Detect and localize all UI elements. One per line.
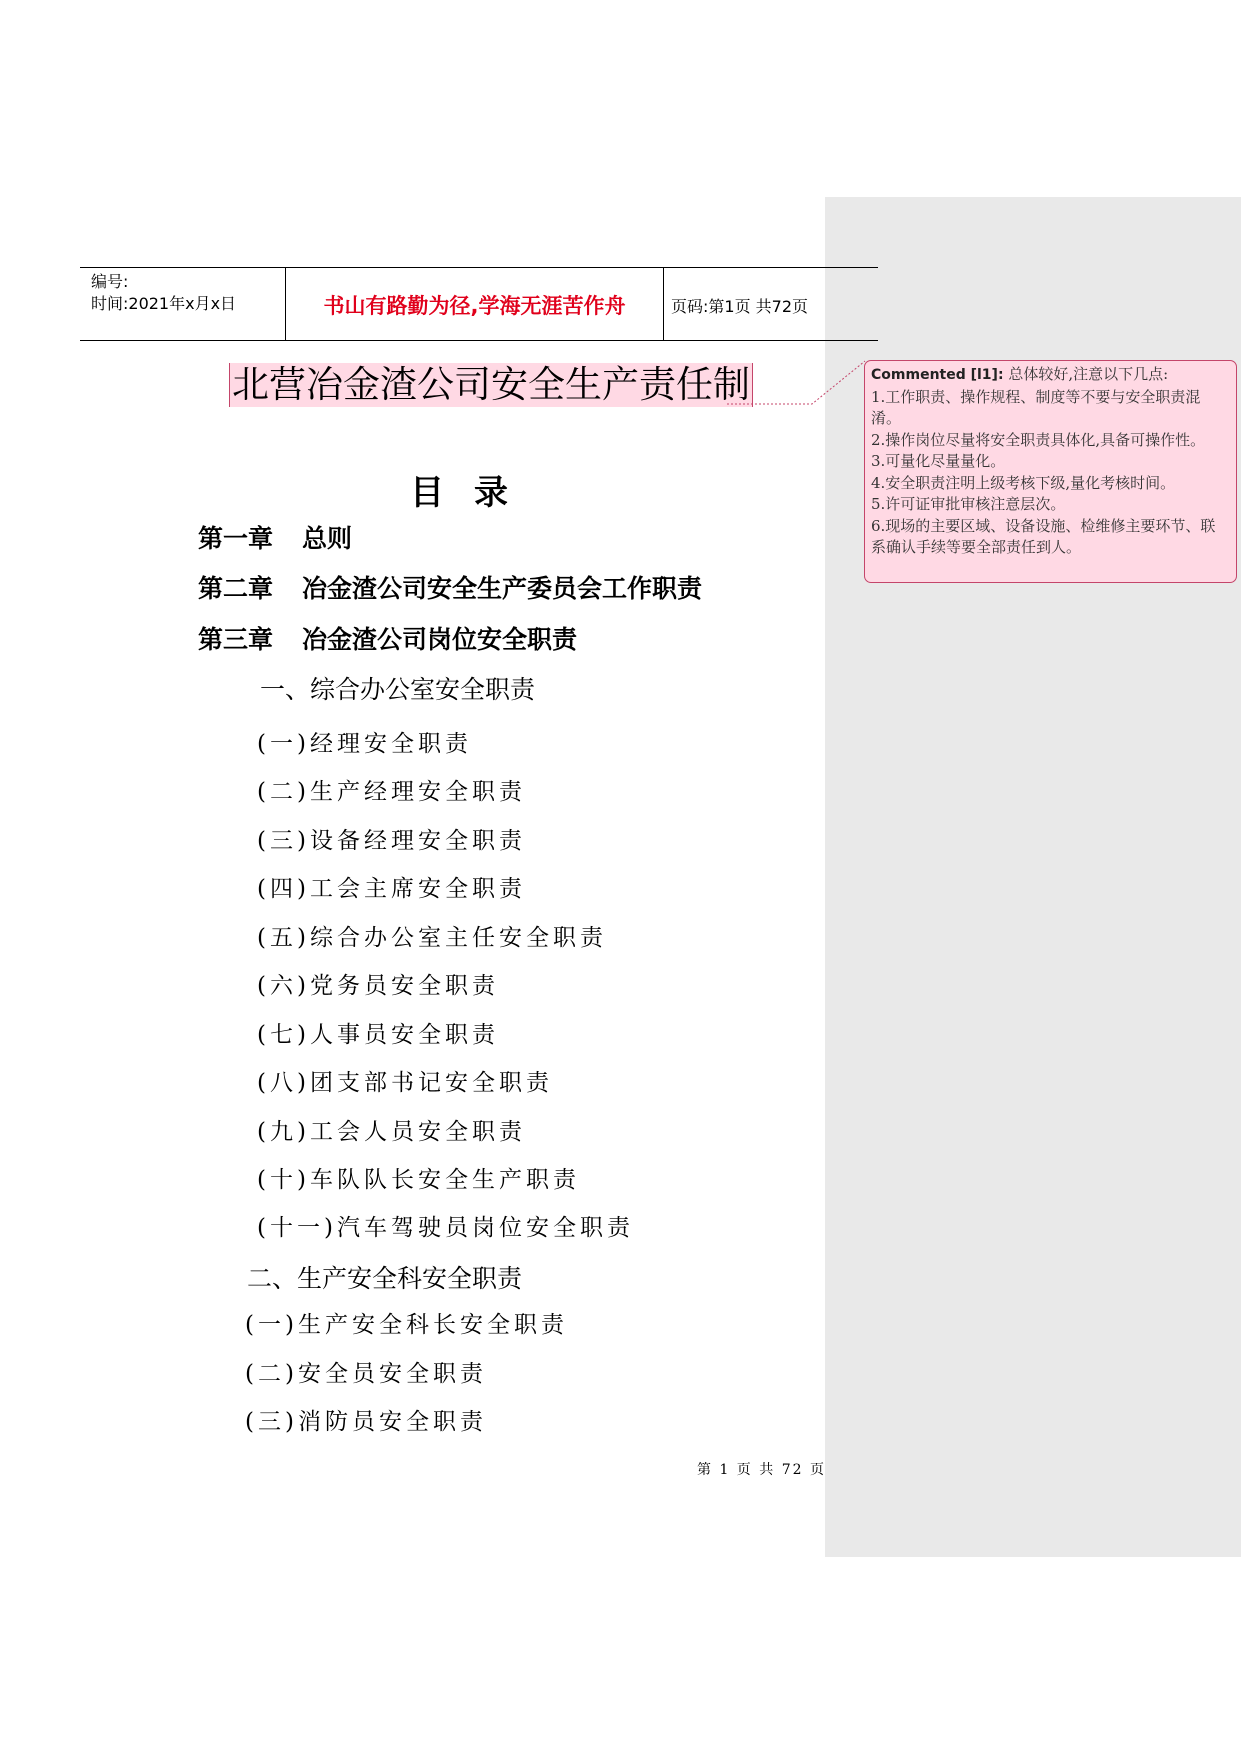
toc-item[interactable]: (二)生产经理安全职责 bbox=[257, 779, 526, 805]
document-number-label: 编号: bbox=[91, 272, 129, 291]
toc-item[interactable]: (十)车队队长安全生产职责 bbox=[257, 1167, 580, 1193]
toc-item[interactable]: (六)党务员安全职责 bbox=[257, 973, 499, 999]
toc-item[interactable]: (八)团支部书记安全职责 bbox=[257, 1070, 553, 1096]
toc-chapter-1[interactable] bbox=[198, 519, 352, 555]
page-info: 页码:第1页 共72页 bbox=[671, 297, 809, 316]
comment-line-5: 5.许可证审批审核注意层次。 bbox=[871, 495, 1066, 513]
document-title[interactable]: 北营冶金渣公司安全生产责任制 bbox=[229, 363, 753, 407]
toc-item[interactable]: (一)经理安全职责 bbox=[257, 731, 472, 757]
comment-box[interactable] bbox=[864, 360, 1237, 583]
toc-item[interactable]: (九)工会人员安全职责 bbox=[257, 1119, 526, 1145]
toc-chapter-3[interactable] bbox=[198, 620, 577, 656]
toc-chapter-title: 冶金渣公司安全生产委员会工作职责 bbox=[302, 574, 703, 603]
motto: 书山有路勤为径,学海无涯苦作舟 bbox=[323, 294, 626, 318]
toc-item[interactable]: (一)生产安全科长安全职责 bbox=[245, 1312, 568, 1338]
toc-chapter-number: 第一章 bbox=[198, 524, 274, 553]
comment-line-4: 4.安全职责注明上级考核下级,量化考核时间。 bbox=[871, 473, 1176, 492]
toc-item[interactable]: (四)工会主席安全职责 bbox=[257, 876, 526, 902]
document-time-label: 时间:2021年x月x日 bbox=[91, 294, 237, 313]
toc-section-2[interactable]: 二、生产安全科安全职责 bbox=[247, 1264, 523, 1293]
toc-chapter-title: 总则 bbox=[302, 524, 353, 553]
toc-item[interactable]: (七)人事员安全职责 bbox=[257, 1022, 499, 1048]
toc-chapter-2[interactable] bbox=[198, 569, 702, 605]
comment-line-0: 总体较好,注意以下几点: bbox=[1008, 365, 1169, 383]
toc-item[interactable]: (三)消防员安全职责 bbox=[245, 1409, 487, 1435]
toc-chapter-number: 第二章 bbox=[198, 574, 274, 603]
toc-chapter-number: 第三章 bbox=[198, 625, 274, 654]
header-cell-left bbox=[80, 268, 285, 340]
header-cell-right bbox=[663, 268, 878, 340]
comment-line-3: 3.可量化尽量量化。 bbox=[871, 452, 1006, 470]
toc-item[interactable]: (五)综合办公室主任安全职责 bbox=[257, 925, 607, 951]
toc-section-1[interactable]: 一、综合办公室安全职责 bbox=[260, 675, 536, 704]
comment-line-1: 1.工作职责、操作规程、制度等不要与安全职责混淆。 bbox=[871, 387, 1201, 427]
comment-label: Commented [l1]: bbox=[871, 367, 1004, 383]
toc-chapter-title: 冶金渣公司岗位安全职责 bbox=[302, 625, 578, 654]
comment-line-2: 2.操作岗位尽量将安全职责具体化,具备可操作性。 bbox=[871, 430, 1206, 449]
comment-line-6: 6.现场的主要区域、设备设施、检维修主要环节、联系确认手续等要全部责任到人。 bbox=[871, 516, 1216, 556]
page-footer: 第 1 页 共 72 页 bbox=[697, 1462, 826, 1478]
toc-item[interactable]: (二)安全员安全职责 bbox=[245, 1361, 487, 1387]
header-table bbox=[80, 267, 878, 341]
toc-item[interactable]: (十一)汽车驾驶员岗位安全职责 bbox=[257, 1215, 634, 1241]
header-cell-middle bbox=[285, 268, 664, 340]
toc-item[interactable]: (三)设备经理安全职责 bbox=[257, 828, 526, 854]
toc-heading: 目录 bbox=[410, 473, 538, 513]
